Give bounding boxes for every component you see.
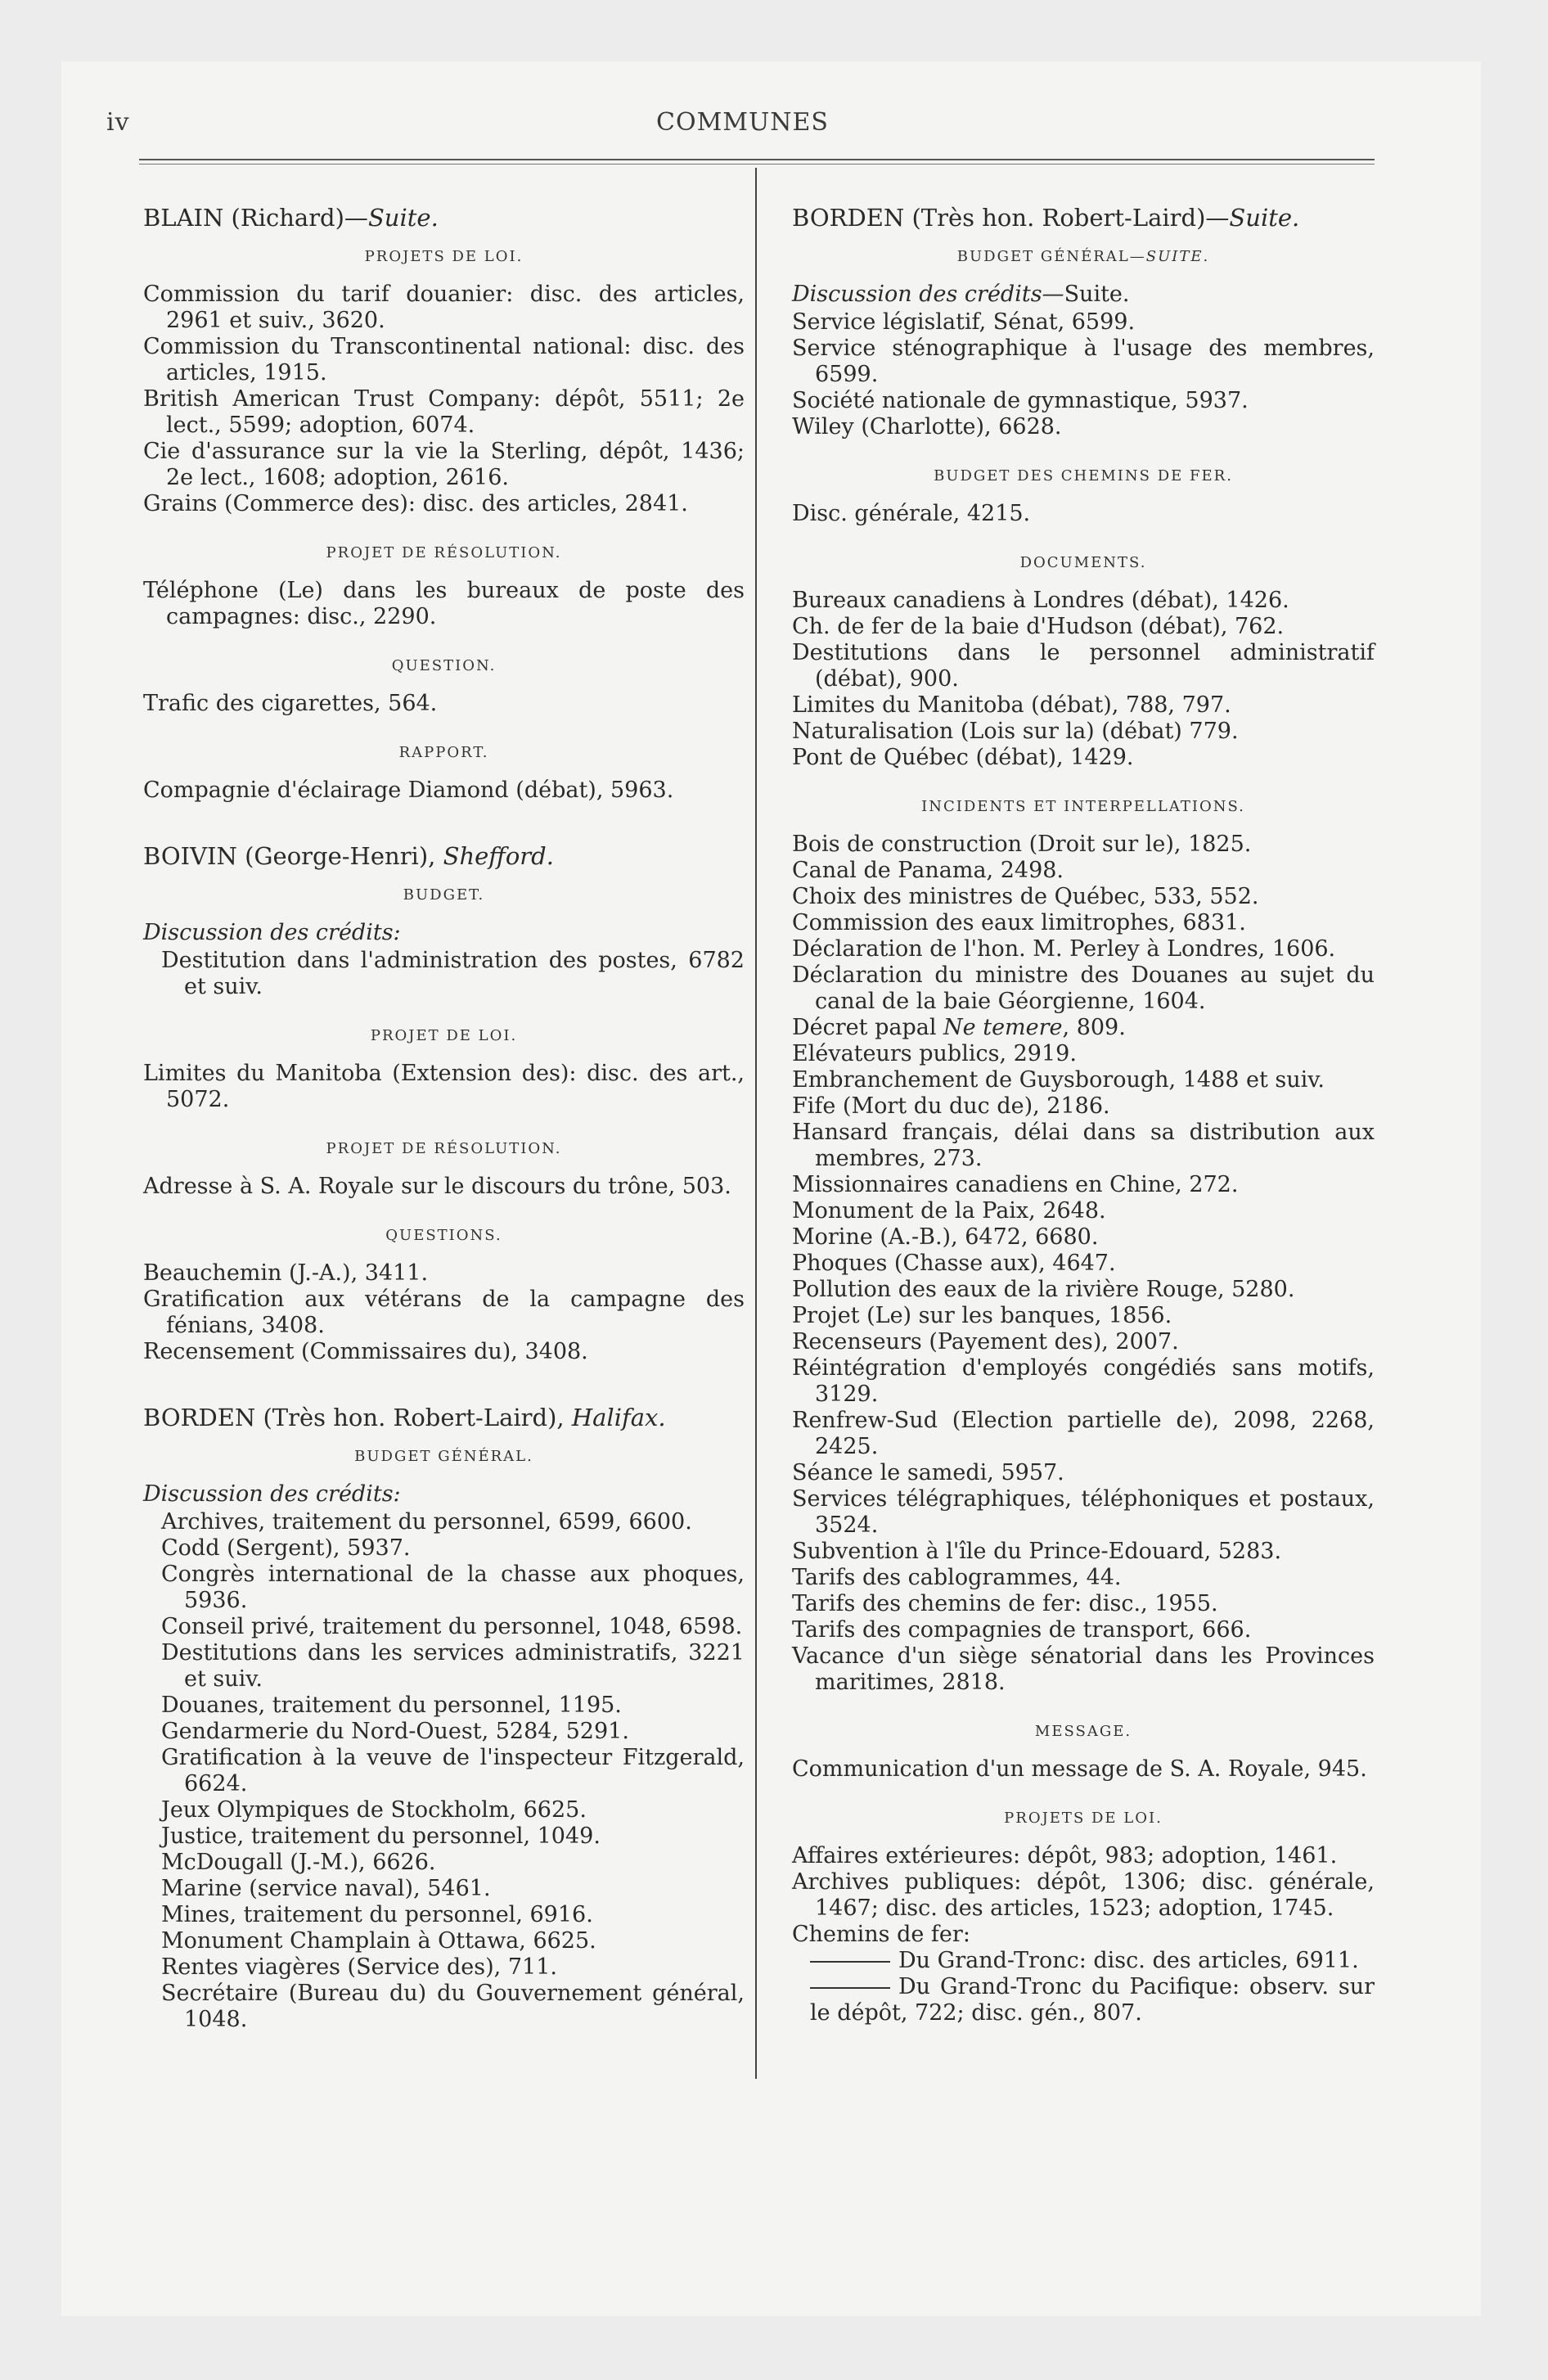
list-item: Services télégraphiques, téléphoniques et postaux, 3524. xyxy=(792,1486,1375,1538)
list-item: Gratification aux vétérans de la campagne des fénians, 3408. xyxy=(143,1287,745,1338)
list-item: Gendarmerie du Nord-Ouest, 5284, 5291. xyxy=(161,1719,629,1744)
list-item: Missionnaires canadiens en Chine, 272. xyxy=(792,1172,1239,1197)
list-item: Elévateurs publics, 2919. xyxy=(792,1041,1077,1066)
list-item: Adresse à S. A. Royale sur le discours du trône, 503. xyxy=(143,1174,731,1199)
list-item: Affaires extérieures: dépôt, 983; adoption, 1461. xyxy=(792,1843,1338,1868)
list-item: Commission du tarif douanier: disc. des articles, 2961 et suiv., 3620. xyxy=(143,282,745,333)
left-column xyxy=(143,205,745,2033)
list-item: Justice, traitement du personnel, 1049. xyxy=(161,1823,601,1849)
list-item: Téléphone (Le) dans les bureaux de poste des campagnes: disc., 2290. xyxy=(143,578,745,629)
section-head: PROJETS DE LOI. xyxy=(1004,1810,1163,1827)
list-item: Archives, traitement du personnel, 6599, 6600. xyxy=(161,1509,692,1535)
page-title: COMMUNES xyxy=(656,108,829,137)
list-item: Beauchemin (J.-A.), 3411. xyxy=(143,1260,429,1286)
list-item: Chemins de fer: xyxy=(792,1922,970,1947)
section-head: BUDGET. xyxy=(403,886,485,904)
list-item: Disc. générale, 4215. xyxy=(792,501,1031,526)
list-item: Conseil privé, traitement du personnel, 1048, 6598. xyxy=(161,1614,743,1639)
list-item: Projet (Le) sur les banques, 1856. xyxy=(792,1303,1172,1328)
entry-name-boivin: BOIVIN (George-Henri), Shefford. xyxy=(143,842,554,870)
section-head: BUDGET GÉNÉRAL. xyxy=(354,1448,533,1465)
list-item: Phoques (Chasse aux), 4647. xyxy=(792,1251,1116,1276)
list-item: Tarifs des compagnies de transport, 666. xyxy=(792,1617,1252,1643)
list-item: Décret papal Ne temere, 809. xyxy=(792,1015,1126,1040)
list-item: Séance le samedi, 5957. xyxy=(792,1460,1064,1485)
list-item: British American Trust Company: dépôt, 5511; 2e lect., 5599; adoption, 6074. xyxy=(143,386,745,438)
list-item: Destitutions dans les services administratifs, 3221 et suiv. xyxy=(161,1640,745,1692)
entry-name-blain: BLAIN (Richard)—Suite. xyxy=(143,204,439,232)
list-item: Choix des ministres de Québec, 533, 552. xyxy=(792,884,1259,909)
page-header xyxy=(106,108,1379,149)
list-item: Service sténographique à l'usage des membres, 6599. xyxy=(792,336,1375,387)
list-item: Service législatif, Sénat, 6599. xyxy=(792,309,1136,335)
right-column xyxy=(792,205,1375,2026)
section-head: RAPPORT. xyxy=(398,744,489,761)
list-item: Cie d'assurance sur la vie la Sterling, dépôt, 1436; 2e lect., 1608; adoption, 2616. xyxy=(143,439,745,490)
list-item: Embranchement de Guysborough, 1488 et suiv. xyxy=(792,1067,1325,1093)
list-item: Tarifs des cablogrammes, 44. xyxy=(792,1565,1122,1590)
subsection-label: Discussion des crédits: xyxy=(143,920,401,945)
list-item: Bois de construction (Droit sur le), 1825. xyxy=(792,832,1252,857)
section-head: QUESTION. xyxy=(391,657,497,674)
list-item: Vacance d'un siège sénatorial dans les Provinces maritimes, 2818. xyxy=(792,1643,1375,1695)
list-item: Réintégration d'employés congédiés sans motifs, 3129. xyxy=(792,1355,1375,1407)
section-head: BUDGET GÉNÉRAL—SUITE. xyxy=(956,248,1210,265)
section-head: DOCUMENTS. xyxy=(1019,554,1147,571)
borden-budget-list xyxy=(143,1509,745,2033)
header-rule xyxy=(139,159,1375,165)
list-item: Wiley (Charlotte), 6628. xyxy=(792,414,1062,439)
list-item: Congrès international de la chasse aux phoques, 5936. xyxy=(161,1562,745,1613)
list-item: Archives publiques: dépôt, 1306; disc. générale, 1467; disc. des articles, 1523; adoption, 1745. xyxy=(792,1869,1375,1921)
list-item: Hansard français, délai dans sa distribution aux membres, 273. xyxy=(792,1120,1375,1171)
list-item: Tarifs des chemins de fer: disc., 1955. xyxy=(792,1591,1218,1616)
ditto-dash xyxy=(810,1961,890,1963)
documents-list xyxy=(792,588,1375,771)
list-item: Trafic des cigarettes, 564. xyxy=(143,691,438,716)
section-head: MESSAGE. xyxy=(1034,1723,1132,1740)
list-item: Gratification à la veuve de l'inspecteur Fitzgerald, 6624. xyxy=(161,1745,745,1796)
list-item: Destitution dans l'administration des postes, 6782 et suiv. xyxy=(161,948,745,999)
list-item: Recensement (Commissaires du), 3408. xyxy=(143,1339,588,1364)
list-item: Ch. de fer de la baie d'Hudson (débat), 762. xyxy=(792,614,1285,639)
page-folio: iv xyxy=(106,108,130,137)
list-item: Secrétaire (Bureau du) du Gouvernement général, 1048. xyxy=(161,1981,745,2032)
blain-projets-list xyxy=(143,282,745,517)
section-head: PROJET DE LOI. xyxy=(370,1027,518,1044)
entry-name-borden: BORDEN (Très hon. Robert-Laird), Halifax. xyxy=(143,1404,666,1431)
list-item: Mines, traitement du personnel, 6916. xyxy=(161,1902,593,1927)
list-item: Limites du Manitoba (débat), 788, 797. xyxy=(792,692,1231,718)
list-item: McDougall (J.-M.), 6626. xyxy=(161,1850,436,1875)
section-head: PROJET DE RÉSOLUTION. xyxy=(326,1140,562,1157)
list-item: Du Grand-Tronc du Pacifique: observ. sur le dépôt, 722; disc. gén., 807. xyxy=(810,1974,1375,2026)
list-item: Monument de la Paix, 2648. xyxy=(792,1198,1106,1224)
list-item: Subvention à l'île du Prince-Edouard, 5283. xyxy=(792,1539,1282,1564)
list-item: Destitutions dans le personnel administratif (débat), 900. xyxy=(792,640,1375,692)
list-item: Renfrew-Sud (Election partielle de), 2098, 2268, 2425. xyxy=(792,1408,1375,1459)
list-item: Communication d'un message de S. A. Royale, 945. xyxy=(792,1756,1367,1782)
list-item: Bureaux canadiens à Londres (débat), 1426. xyxy=(792,588,1289,613)
list-item: Jeux Olympiques de Stockholm, 6625. xyxy=(161,1797,587,1823)
list-item: Compagnie d'éclairage Diamond (débat), 5963. xyxy=(143,778,674,803)
list-item: Société nationale de gymnastique, 5937. xyxy=(792,388,1249,413)
list-item: Commission des eaux limitrophes, 6831. xyxy=(792,910,1246,935)
list-item: Marine (service naval), 5461. xyxy=(161,1876,491,1901)
list-item: Douanes, traitement du personnel, 1195. xyxy=(161,1693,622,1718)
section-head: PROJET DE RÉSOLUTION. xyxy=(326,544,562,561)
list-item: Recenseurs (Payement des), 2007. xyxy=(792,1329,1179,1355)
section-head: QUESTIONS. xyxy=(385,1227,502,1244)
subsection-label: Discussion des crédits: xyxy=(143,1481,401,1507)
list-item: Canal de Panama, 2498. xyxy=(792,858,1064,883)
list-item: Grains (Commerce des): disc. des articles, 2841. xyxy=(143,491,688,516)
column-divider xyxy=(755,168,757,2079)
list-item: Monument Champlain à Ottawa, 6625. xyxy=(161,1928,596,1954)
list-item: Pollution des eaux de la rivière Rouge, 5280. xyxy=(792,1277,1295,1302)
list-item: Déclaration de l'hon. M. Perley à Londres, 1606. xyxy=(792,936,1336,962)
entry-name-borden-suite: BORDEN (Très hon. Robert-Laird)—Suite. xyxy=(792,204,1300,232)
list-item: Pont de Québec (débat), 1429. xyxy=(792,745,1134,770)
subsection-label: Discussion des crédits—Suite. xyxy=(792,282,1130,307)
list-item: Du Grand-Tronc: disc. des articles, 6911. xyxy=(792,1948,1375,1974)
list-item: Limites du Manitoba (Extension des): disc. des art., 5072. xyxy=(143,1061,745,1112)
list-item: Commission du Transcontinental national: disc. des articles, 1915. xyxy=(143,334,745,385)
section-head: BUDGET DES CHEMINS DE FER. xyxy=(934,467,1233,485)
section-head: INCIDENTS ET INTERPELLATIONS. xyxy=(921,798,1245,815)
list-item: Codd (Sergent), 5937. xyxy=(161,1535,411,1561)
list-item: Rentes viagères (Service des), 711. xyxy=(161,1954,557,1980)
list-item: Déclaration du ministre des Douanes au sujet du canal de la baie Géorgienne, 1604. xyxy=(792,962,1375,1014)
list-item: Morine (A.-B.), 6472, 6680. xyxy=(792,1224,1099,1250)
ditto-dash xyxy=(810,1987,890,1989)
list-item: Naturalisation (Lois sur la) (débat) 779. xyxy=(792,719,1239,744)
section-head: PROJETS DE LOI. xyxy=(364,248,524,265)
list-item: Fife (Mort du duc de), 2186. xyxy=(792,1093,1110,1119)
incidents-list xyxy=(792,832,1375,1696)
